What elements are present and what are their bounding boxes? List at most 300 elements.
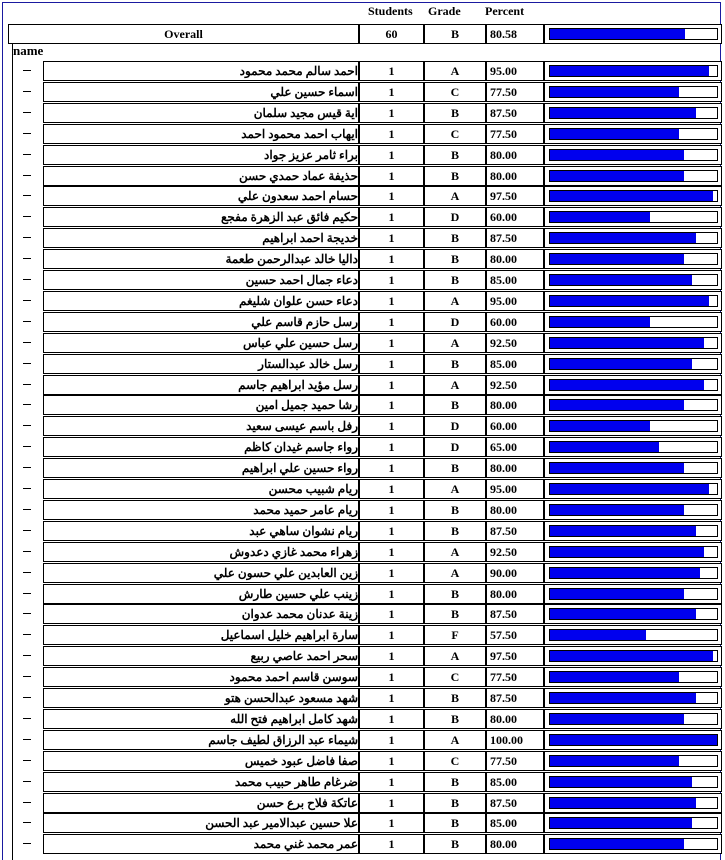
student-grade: B [424,500,486,520]
percent-bar-cell [544,207,722,227]
student-percent: 95.00 [486,291,544,311]
student-count: 1 [359,584,424,604]
percent-bar-cell [544,312,722,332]
student-grade: B [424,772,486,792]
student-percent: 65.00 [486,437,544,457]
percent-bar-track [549,232,718,244]
tree-branch [23,279,31,280]
student-count: 1 [359,500,424,520]
student-count: 1 [359,207,424,227]
student-count: 1 [359,479,424,499]
percent-bar-cell [544,416,722,436]
header-grade: Grade [428,4,461,18]
student-name: سحر احمد عاصي ربيع [43,646,359,666]
tree-branch [23,216,31,217]
percent-bar-fill [550,191,713,201]
tree-branch [23,112,31,113]
student-name: رواء جاسم غيدان كاظم [43,437,359,457]
student-grade: B [424,688,486,708]
student-grade: A [424,730,486,750]
student-grade: B [424,709,486,729]
table-row [8,312,718,332]
percent-bar-fill [550,129,679,139]
student-name: زين العابدين علي حسون علي [43,563,359,583]
percent-bar-cell [544,646,722,666]
student-percent: 60.00 [486,416,544,436]
table-row [8,646,718,666]
percent-bar-cell [544,437,722,457]
percent-bar-track [549,86,718,98]
student-name: علا حسين عبدالامير عبد الحسن [43,813,359,833]
percent-bar-cell [544,688,722,708]
percent-bar-cell [544,291,722,311]
student-name: رسل خالد عبدالستار [43,354,359,374]
student-name: احمد سالم محمد محمود [43,61,359,81]
percent-bar-fill [550,296,709,306]
table-row [8,751,718,771]
student-percent: 80.00 [486,249,544,269]
percent-bar-track [549,379,718,391]
student-name: سوسن قاسم احمد محمود [43,667,359,687]
student-count: 1 [359,437,424,457]
percent-bar-track [549,170,718,182]
student-percent: 80.00 [486,145,544,165]
percent-bar-fill [550,484,709,494]
table-row [8,61,718,81]
table-row [8,688,718,708]
student-grade: C [424,667,486,687]
header-percent: Percent [485,4,525,18]
student-grade: B [424,395,486,415]
percent-bar-cell [544,584,722,604]
percent-bar-cell [544,604,722,624]
student-grade: B [424,354,486,374]
percent-bar-cell [544,542,722,562]
student-percent: 97.50 [486,186,544,206]
table-row [8,625,718,645]
tree-branch [23,488,31,489]
percent-bar-cell [544,751,722,771]
percent-bar-track [549,190,718,202]
student-count: 1 [359,646,424,666]
tree-branch [23,572,31,573]
student-count: 1 [359,145,424,165]
student-percent: 100.00 [486,730,544,750]
percent-bar-fill [550,212,650,222]
percent-bar-fill [550,233,696,243]
student-count: 1 [359,312,424,332]
percent-bar-track [549,462,718,474]
percent-bar-cell [544,354,722,374]
student-percent: 97.50 [486,646,544,666]
tree-branch [23,446,31,447]
percent-bar-cell [544,61,722,81]
percent-bar-track [549,671,718,683]
student-name: شهد مسعود عبدالحسن هتو [43,688,359,708]
percent-bar-track [549,567,718,579]
percent-bar-fill [550,150,684,160]
student-name: ريام نشوان ساهي عبد [43,521,359,541]
student-name: زهراء محمد غازي دعدوش [43,542,359,562]
percent-bar-track [549,650,718,662]
table-row [8,166,718,186]
student-name: خديجة احمد ابراهيم [43,228,359,248]
percent-bar-cell [544,249,722,269]
student-percent: 95.00 [486,61,544,81]
student-percent: 87.50 [486,103,544,123]
student-grade: B [424,166,486,186]
overall-bar-cell [544,24,722,44]
table-row [8,228,718,248]
student-name: حكيم فائق عبد الزهرة مفجع [43,207,359,227]
student-name: زينب علي حسين طارش [43,584,359,604]
student-count: 1 [359,667,424,687]
student-name: عمر محمد غني محمد [43,834,359,854]
percent-bar-fill [550,421,650,431]
student-count: 1 [359,521,424,541]
student-count: 1 [359,542,424,562]
percent-bar-fill [550,505,684,515]
tree-branch [23,509,31,510]
percent-bar-fill [550,756,679,766]
percent-bar-track [549,253,718,265]
tree-branch [23,363,31,364]
percent-bar-cell [544,730,722,750]
student-name: اية قيس مجيد سلمان [43,103,359,123]
student-percent: 87.50 [486,688,544,708]
percent-bar-track [549,817,718,829]
student-count: 1 [359,604,424,624]
percent-bar-track [549,734,718,746]
student-percent: 80.00 [486,500,544,520]
student-name: داليا خالد عبدالرحمن طعمة [43,249,359,269]
percent-bar-cell [544,500,722,520]
percent-bar-track [549,838,718,850]
student-grade: A [424,542,486,562]
student-count: 1 [359,395,424,415]
student-grade: F [424,625,486,645]
table-row [8,333,718,353]
student-grade: A [424,479,486,499]
student-name: رشا حميد جميل امين [43,395,359,415]
student-count: 1 [359,772,424,792]
table-row [8,521,718,541]
student-percent: 85.00 [486,772,544,792]
student-percent: 80.00 [486,584,544,604]
tree-branch [23,718,31,719]
percent-bar-fill [550,798,696,808]
student-percent: 95.00 [486,479,544,499]
percent-bar-fill [550,254,684,264]
table-row [8,479,718,499]
overall-bar-fill [550,29,685,39]
overall-percent: 80.58 [486,24,544,44]
percent-bar-fill [550,317,650,327]
student-name: براء ثامر عزيز جواد [43,145,359,165]
percent-bar-track [549,316,718,328]
student-grade: B [424,793,486,813]
tree-branch [23,551,31,552]
student-grade: B [424,103,486,123]
table-row [8,145,718,165]
student-name: صفا فاضل عبود خميس [43,751,359,771]
student-count: 1 [359,625,424,645]
percent-bar-fill [550,693,696,703]
table-row [8,124,718,144]
percent-bar-fill [550,672,679,682]
percent-bar-track [549,608,718,620]
student-percent: 60.00 [486,312,544,332]
student-percent: 92.50 [486,333,544,353]
table-row [8,416,718,436]
table-row [8,667,718,687]
percent-bar-track [549,295,718,307]
tree-branch [23,70,31,71]
percent-bar-cell [544,834,722,854]
percent-bar-cell [544,395,722,415]
tree-branch [23,342,31,343]
student-percent: 77.50 [486,82,544,102]
percent-bar-track [549,713,718,725]
table-row [8,604,718,624]
tree-branch [23,384,31,385]
table-row [8,709,718,729]
student-count: 1 [359,124,424,144]
student-percent: 80.00 [486,458,544,478]
percent-bar-track [549,107,718,119]
student-name: دعاء جمال احمد حسين [43,270,359,290]
student-count: 1 [359,61,424,81]
tree-branch [23,530,31,531]
student-grade: D [424,207,486,227]
student-count: 1 [359,166,424,186]
student-count: 1 [359,228,424,248]
percent-bar-track [549,274,718,286]
table-row [8,186,718,206]
table-row [8,772,718,792]
student-count: 1 [359,270,424,290]
student-name: ريام عامر حميد محمد [43,500,359,520]
percent-bar-fill [550,526,696,536]
percent-bar-cell [544,521,722,541]
student-grade: A [424,375,486,395]
percent-bar-cell [544,625,722,645]
table-row [8,270,718,290]
percent-bar-cell [544,333,722,353]
overall-grade: B [424,24,486,44]
student-grade: D [424,437,486,457]
student-count: 1 [359,82,424,102]
tree-branch [23,613,31,614]
percent-bar-track [549,399,718,411]
overall-label: Overall [8,24,359,44]
percent-bar-track [549,358,718,370]
student-grade: B [424,521,486,541]
student-grade: D [424,312,486,332]
percent-bar-cell [544,772,722,792]
percent-bar-fill [550,171,684,181]
tree-branch [23,175,31,176]
student-percent: 87.50 [486,793,544,813]
percent-bar-track [549,504,718,516]
percent-bar-cell [544,82,722,102]
tree-branch [23,802,31,803]
student-grade: B [424,458,486,478]
percent-bar-cell [544,813,722,833]
percent-bar-track [549,420,718,432]
student-grade: B [424,604,486,624]
table-row [8,249,718,269]
student-name: رسل مؤيد ابراهيم جاسم [43,375,359,395]
student-grade: A [424,186,486,206]
table-row [8,563,718,583]
percent-bar-cell [544,124,722,144]
table-row [8,584,718,604]
student-grade: A [424,61,486,81]
percent-bar-track [549,692,718,704]
percent-bar-cell [544,145,722,165]
tree-branch [23,655,31,656]
percent-bar-fill [550,400,684,410]
student-name: ايهاب احمد محمود احمد [43,124,359,144]
percent-bar-cell [544,563,722,583]
student-percent: 80.00 [486,166,544,186]
table-row [8,793,718,813]
percent-bar-track [549,525,718,537]
student-count: 1 [359,730,424,750]
student-percent: 85.00 [486,354,544,374]
tree-branch [23,258,31,259]
tree-branch [23,467,31,468]
student-grade: B [424,228,486,248]
student-percent: 92.50 [486,375,544,395]
tree-branch [23,634,31,635]
percent-bar-track [549,128,718,140]
percent-bar-cell [544,458,722,478]
student-percent: 80.00 [486,395,544,415]
tree-branch [23,321,31,322]
tree-branch [23,91,31,92]
student-name: رسل حازم قاسم علي [43,312,359,332]
tree-branch [23,425,31,426]
student-name: رفل باسم عيسى سعيد [43,416,359,436]
student-count: 1 [359,354,424,374]
percent-bar-fill [550,87,679,97]
table-row [8,542,718,562]
percent-bar-fill [550,380,704,390]
student-percent: 87.50 [486,228,544,248]
student-grade: C [424,82,486,102]
student-percent: 87.50 [486,521,544,541]
percent-bar-cell [544,186,722,206]
tree-branch [23,739,31,740]
student-grade: A [424,646,486,666]
percent-bar-track [549,441,718,453]
student-count: 1 [359,793,424,813]
tree-branch [23,133,31,134]
percent-bar-track [549,588,718,600]
group-label: name [13,43,44,58]
student-name: دعاء حسن علوان شليغم [43,291,359,311]
student-grade: A [424,333,486,353]
percent-bar-track [549,149,718,161]
table-row [8,375,718,395]
percent-bar-fill [550,609,696,619]
student-name: ضرغام طاهر حبيب محمد [43,772,359,792]
student-count: 1 [359,813,424,833]
student-percent: 87.50 [486,604,544,624]
tree-branch [23,843,31,844]
percent-bar-track [549,337,718,349]
student-count: 1 [359,458,424,478]
percent-bar-track [549,776,718,788]
student-count: 1 [359,103,424,123]
student-percent: 92.50 [486,542,544,562]
table-row [8,354,718,374]
percent-bar-cell [544,103,722,123]
tree-branch [23,593,31,594]
percent-bar-fill [550,359,692,369]
student-count: 1 [359,834,424,854]
percent-bar-track [549,483,718,495]
percent-bar-track [549,629,718,641]
student-name: زينة عدنان محمد عدوان [43,604,359,624]
percent-bar-track [549,797,718,809]
student-count: 1 [359,291,424,311]
student-name: سارة ابراهيم خليل اسماعيل [43,625,359,645]
student-count: 1 [359,751,424,771]
student-grade: B [424,834,486,854]
percent-bar-fill [550,777,692,787]
tree-branch [23,237,31,238]
overall-row [8,24,718,44]
student-grade: D [424,416,486,436]
table-row [8,813,718,833]
table-row [8,82,718,102]
student-percent: 85.00 [486,270,544,290]
percent-bar-track [549,546,718,558]
percent-bar-fill [550,66,709,76]
overall-bar-track [549,28,718,40]
tree-branch [23,195,31,196]
percent-bar-fill [550,568,700,578]
percent-bar-fill [550,714,684,724]
student-percent: 80.00 [486,834,544,854]
percent-bar-fill [550,839,684,849]
percent-bar-cell [544,228,722,248]
percent-bar-cell [544,166,722,186]
student-percent: 60.00 [486,207,544,227]
student-grade: C [424,124,486,144]
percent-bar-fill [550,442,659,452]
student-name: رواء حسين علي ابراهيم [43,458,359,478]
table-row [8,437,718,457]
student-name: شهد كامل ابراهيم فتح الله [43,709,359,729]
percent-bar-cell [544,270,722,290]
table-row [8,395,718,415]
student-name: عاتكة فلاح برع حسن [43,793,359,813]
table-row [8,730,718,750]
student-name: ريام شبيب محسن [43,479,359,499]
student-grade: B [424,270,486,290]
student-count: 1 [359,249,424,269]
tree-branch [23,781,31,782]
percent-bar-cell [544,479,722,499]
student-count: 1 [359,416,424,436]
percent-bar-track [549,755,718,767]
tree-branch [23,822,31,823]
student-grade: A [424,563,486,583]
